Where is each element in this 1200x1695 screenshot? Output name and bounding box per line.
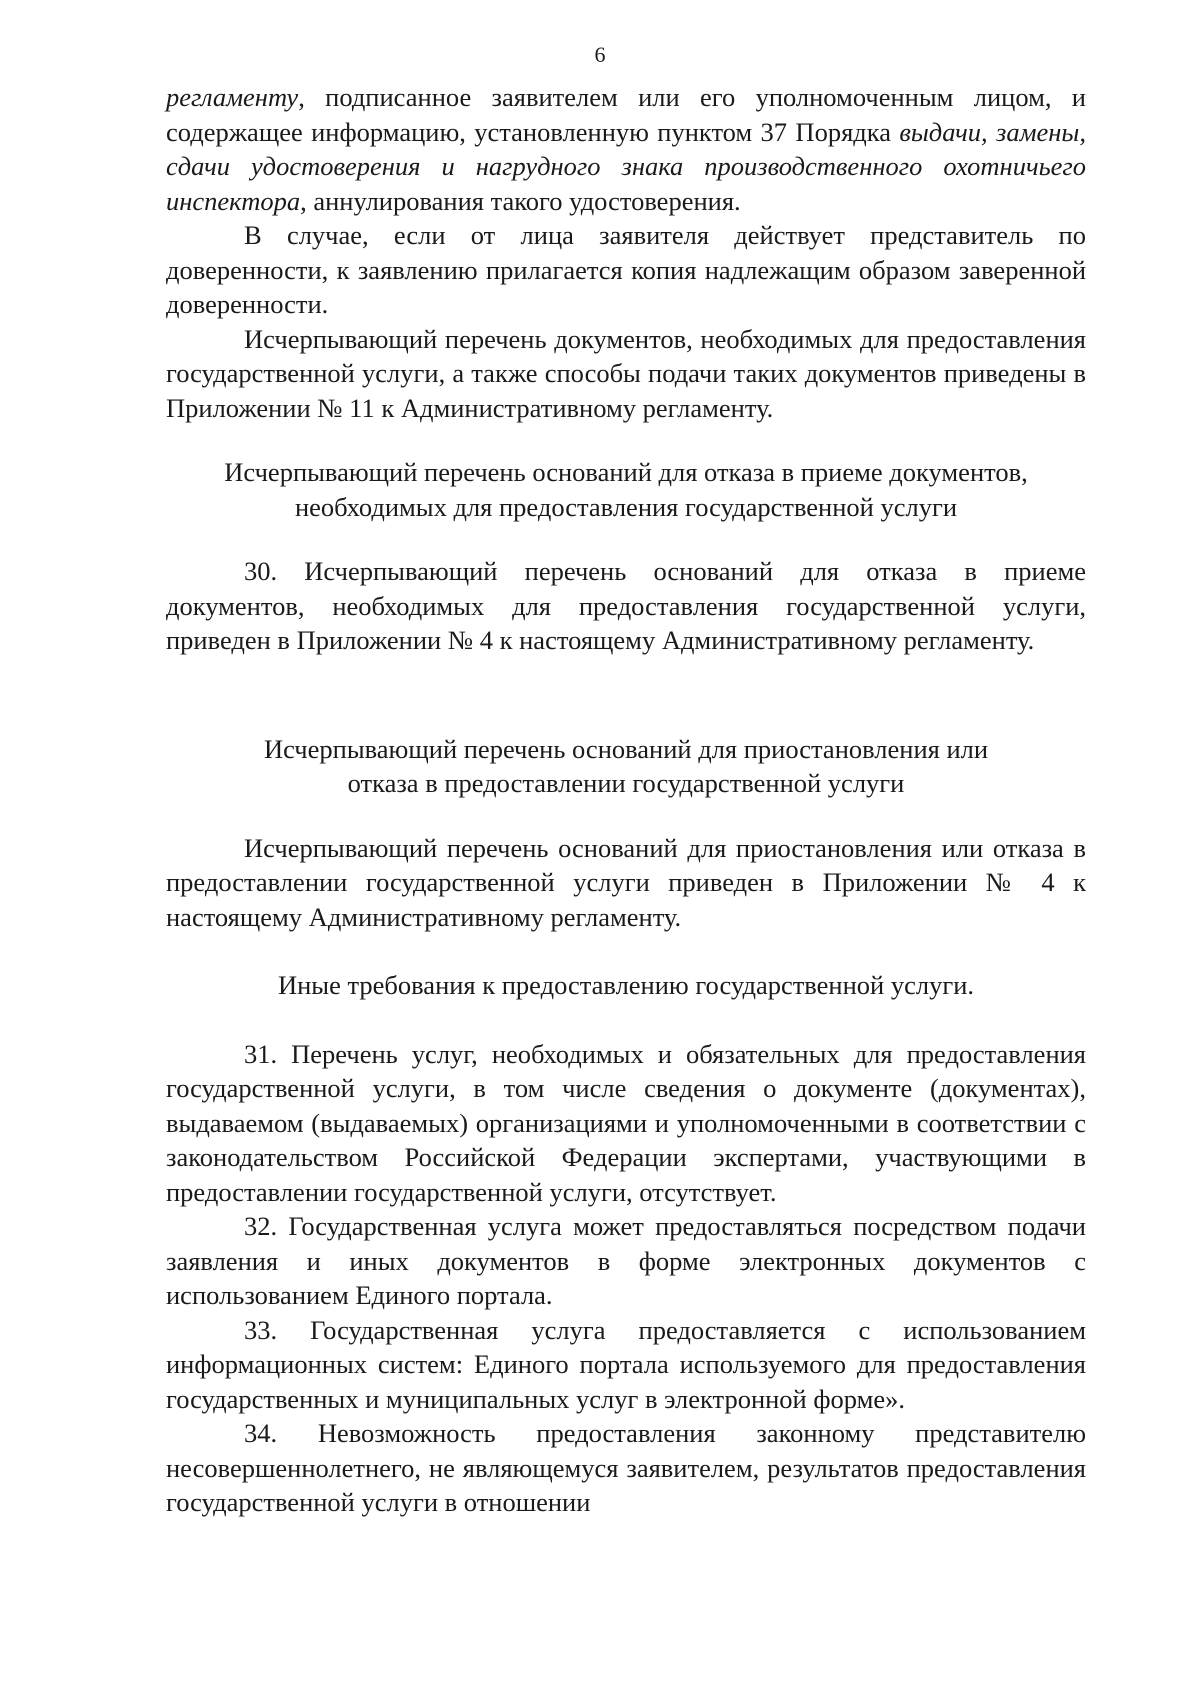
paragraph-exhaustive-documents: Исчерпывающий перечень документов, необходимых для предоставления государственной услуги, а также способы подачи таких документов приведены в Приложении № 11 к Административному регламенту. (166, 323, 1086, 423)
spacer (166, 1003, 1086, 1037)
paragraph-30: 30. Исчерпывающий перечень оснований для отказа в приеме документов, необходимых для предоставления государственной услуги, приведен в Приложении № 4 к настоящему Административному регламенту. (166, 556, 1086, 655)
spacer (166, 524, 1086, 554)
spacer (166, 801, 1086, 831)
paragraph-continuation (166, 80, 1086, 218)
section-heading-refusal-line-1: Исчерпывающий перечень оснований для отказа в приеме документов, (224, 457, 1028, 487)
paragraph-33: 33. Государственная услуга предоставляется с использованием информационных систем: Единого портала используемого для предоставления государственных и муниципальных услуг в электронной форме». (166, 1314, 1086, 1414)
paragraph-31: 31. Перечень услуг, необходимых и обязательных для предоставления государственной услуги, в том числе сведения о документе (документах), выдаваемом (выдаваемых) организациями и уполномоченными в соответствии с законодательством Российской Федерации экспертами, участвующими в предоставлении государственной услуги, отсутствует. (166, 1038, 1086, 1207)
section-heading-suspension-line-1: Исчерпывающий перечень оснований для приостановления или (263, 733, 989, 764)
italic-text: выдачи, замены, сдачи удостоверения и нагрудного знака производственного охотничьего инспектора (166, 116, 1086, 216)
spacer (166, 934, 1086, 968)
paragraph-suspension: Исчерпывающий перечень оснований для приостановления или отказа в предоставлении государственной услуги приведен в Приложении № 4 к настоящему Административному регламенту. (166, 832, 1086, 932)
section-heading-refusal-line-2: необходимых для предоставления государственной услуги (294, 491, 958, 522)
paragraph-representative: В случае, если от лица заявителя действует представитель по доверенности, к заявлению прилагается копия надлежащим образом заверенной доверенности. (166, 220, 1086, 319)
section-heading-other-requirements: Иные требования к предоставлению государственной услуги. (277, 970, 974, 1000)
paragraph-34: 34. Невозможность предоставления законному представителю несовершеннолетнего, не являющемуся заявителем, результатов предоставления государственной услуги в отношении (166, 1418, 1086, 1517)
spacer (166, 425, 1086, 455)
spacer (166, 658, 1086, 732)
page-number: 6 (594, 42, 606, 67)
italic-text: регламенту (166, 82, 299, 112)
paragraph-text: , подписанное заявителем или его уполномоченным лицом, и содержащее информацию, установленную пунктом 37 Порядка (166, 82, 1086, 147)
paragraph-32: 32. Государственная услуга может предоставляться посредством подачи заявления и иных документов в форме электронных документов с использованием Единого портала. (166, 1211, 1086, 1310)
document-body (166, 80, 1086, 1520)
paragraph-text: , аннулирования такого удостоверения. (300, 185, 741, 216)
section-heading-suspension-line-2: отказа в предоставлении государственной услуги (347, 768, 905, 798)
